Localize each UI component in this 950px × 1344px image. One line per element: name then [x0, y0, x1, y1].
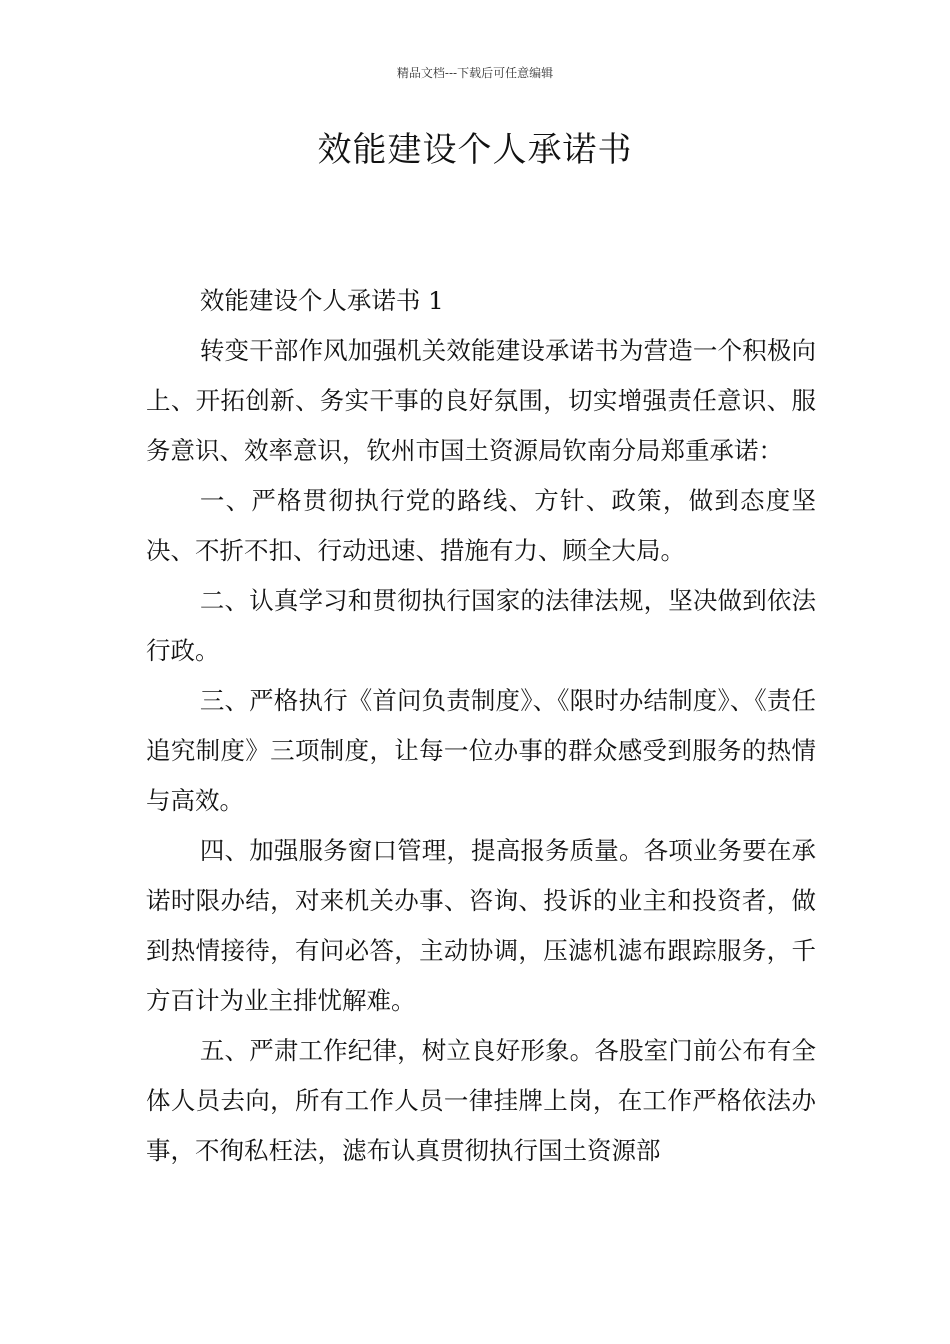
- paragraph-item-3: 三、严格执行《首问负责制度》、《限时办结制度》、《责任追究制度》三项制度，让每一位办事的群众感受到服务的热情与高效。: [146, 686, 816, 815]
- paragraph-intro: 转变干部作风加强机关效能建设承诺书为营造一个积极向上、开拓创新、务实干事的良好氛围，切实增强责任意识、服务意识、效率意识，钦州市国土资源局钦南分局郑重承诺：: [146, 336, 816, 465]
- paragraph-item-5: 五、严肃工作纪律，树立良好形象。各股室门前公布有全体人员去向，所有工作人员一律挂牌上岗，在工作严格依法办事，不徇私枉法，滤布认真贯彻执行国土资源部: [146, 1036, 816, 1165]
- section-subtitle: 效能建设个人承诺书 1: [199, 286, 444, 315]
- header-note: 精品文档---下载后可任意编辑: [396, 66, 554, 80]
- document-body: [146, 276, 816, 1176]
- paragraph-item-1: 一、严格贯彻执行党的路线、方针、政策，做到态度坚决、不折不扣、行动迅速、措施有力、顾全大局。: [146, 486, 816, 565]
- document-title: 效能建设个人承诺书: [317, 130, 633, 170]
- paragraph-item-4: 四、加强服务窗口管理，提高报务质量。各项业务要在承诺时限办结，对来机关办事、咨询、投诉的业主和投资者，做到热情接待，有问必答，主动协调，压滤机滤布跟踪服务，千方百计为业主排忧解难。: [146, 836, 816, 1015]
- paragraph-item-2: 二、认真学习和贯彻执行国家的法律法规，坚决做到依法行政。: [146, 586, 816, 665]
